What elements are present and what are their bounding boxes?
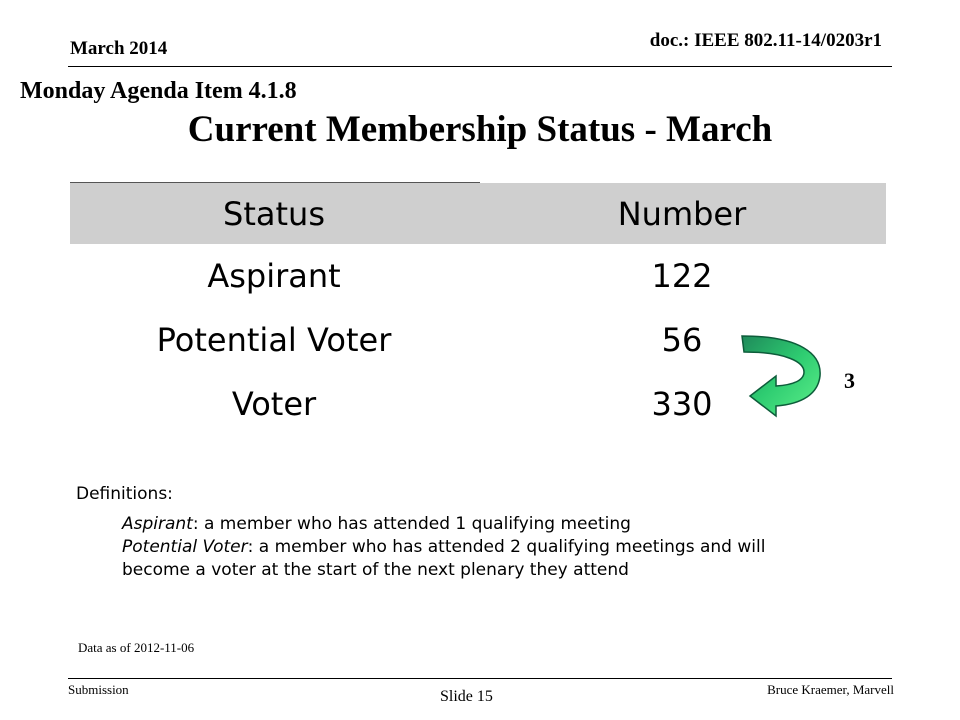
arrow-label: 3 [844,368,855,393]
status-cell: Voter [231,385,317,423]
header-divider [68,66,892,67]
slide-title: Current Membership Status - March [187,109,773,150]
table-row [70,244,886,308]
column-header-status: Status [223,195,325,233]
agenda-item: Monday Agenda Item 4.1.8 [20,78,297,104]
definition-potential-voter [122,536,765,558]
slide-number: Slide 15 [440,688,493,705]
number-cell: 330 [651,385,713,423]
number-cell: 56 [661,321,703,359]
status-cell: Potential Voter [156,321,392,359]
definition-continuation: become a voter at the start of the next plenary they attend [122,560,629,580]
definition-term: Aspirant [122,514,193,534]
table-header-row [70,183,886,244]
header-doc-id: doc.: IEEE 802.11-14/0203r1 [649,30,882,51]
definition-aspirant [122,513,631,535]
footer-divider [68,678,892,679]
header-date: March 2014 [70,38,168,59]
status-cell: Aspirant [207,257,341,295]
data-as-of-note: Data as of 2012-11-06 [78,640,195,655]
definition-term: Potential Voter [122,537,248,557]
footer-submission: Submission [68,682,129,697]
definition-text: : a member who has attended 2 qualifying meetings and will [247,537,766,557]
number-cell: 122 [651,257,713,295]
definitions-heading: Definitions: [76,484,173,504]
column-header-number: Number [617,195,747,233]
definition-text: : a member who has attended 1 qualifying meeting [192,514,631,534]
curved-arrow-icon [740,330,830,430]
footer-author: Bruce Kraemer, Marvell [767,682,894,697]
